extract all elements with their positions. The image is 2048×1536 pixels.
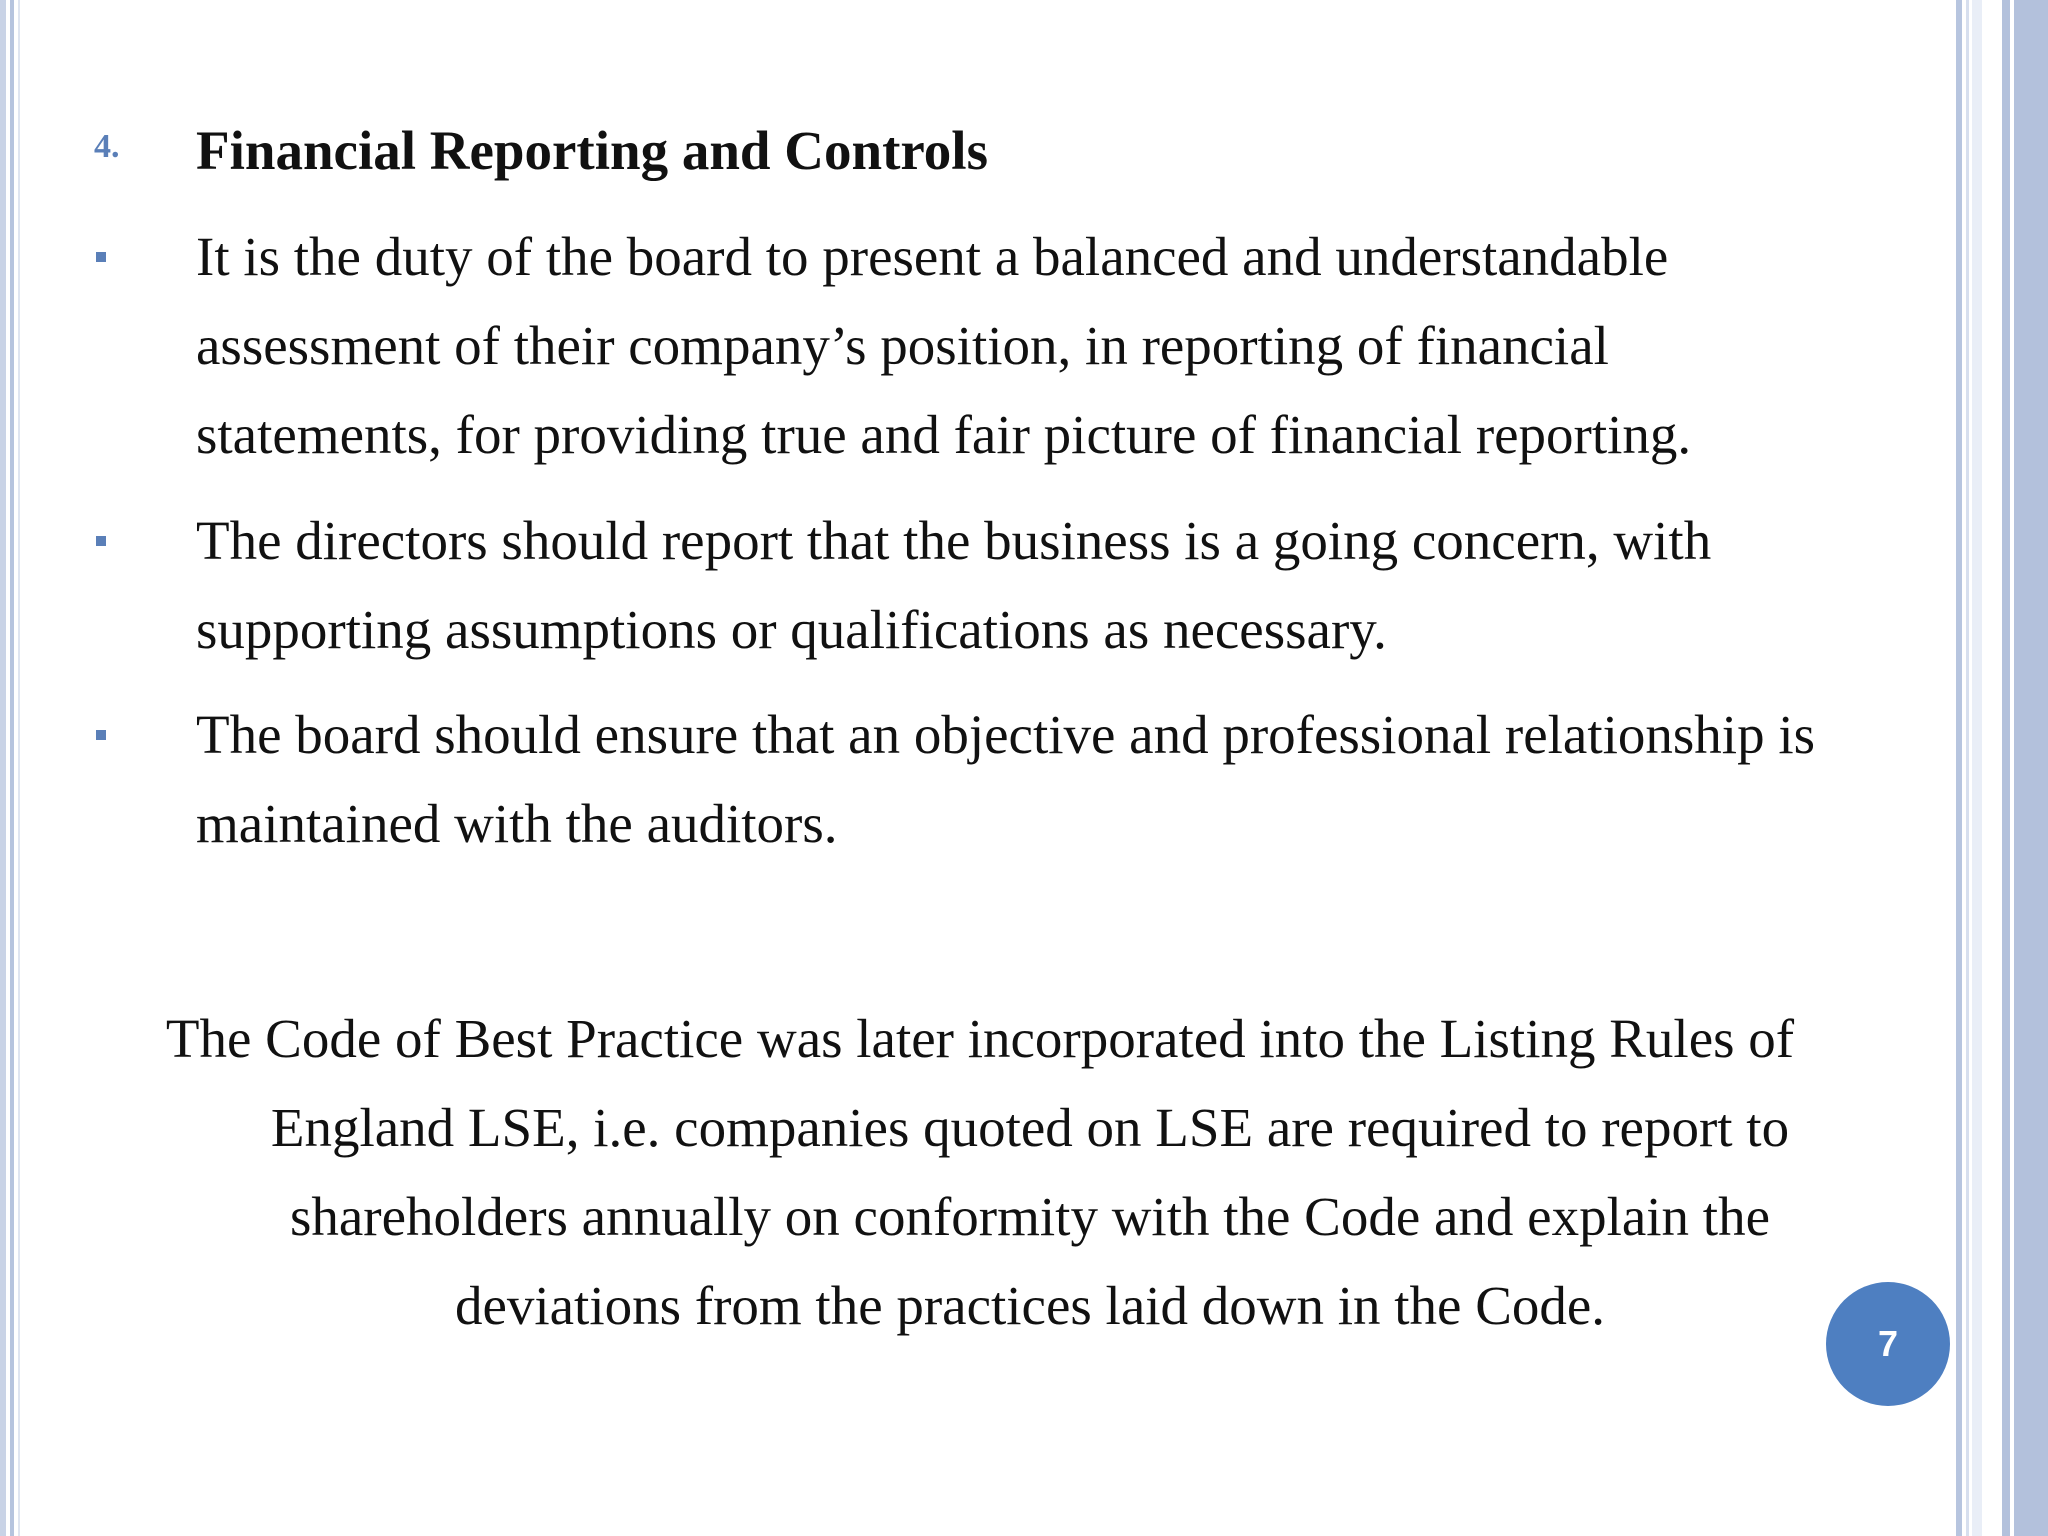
- paragraph-line: shareholders annually on conformity with the Code and explain the: [289, 1186, 1771, 1247]
- section-number: 4.: [94, 128, 120, 165]
- square-bullet-icon: [96, 730, 106, 740]
- bullet-text: The board should ensure that an objective and professional relationship is maintained with the auditors.: [196, 704, 1816, 854]
- right-decorative-stripes: [1956, 0, 2048, 1536]
- page-number-badge: 7: [1826, 1282, 1950, 1406]
- paragraph-line: The Code of Best Practice was later incorporated into the Listing Rules of: [165, 1008, 1795, 1069]
- square-bullet-icon: [96, 536, 106, 546]
- closing-paragraph: [120, 994, 1840, 1350]
- paragraph-line: England LSE, i.e. companies quoted on LSE are required to report to: [270, 1097, 1790, 1158]
- section-heading: Financial Reporting and Controls: [196, 120, 988, 181]
- paragraph-line: deviations from the practices laid down in the Code.: [454, 1275, 1606, 1336]
- bullet-text: It is the duty of the board to present a balanced and understandable assessment of their company’s position, in reporting of financial statements, for providing true and fair picture of financial reporting.: [196, 226, 1692, 465]
- square-bullet-icon: [96, 252, 106, 262]
- bullet-text: The directors should report that the business is a going concern, with supporting assumptions or qualifications as necessary.: [196, 510, 1712, 660]
